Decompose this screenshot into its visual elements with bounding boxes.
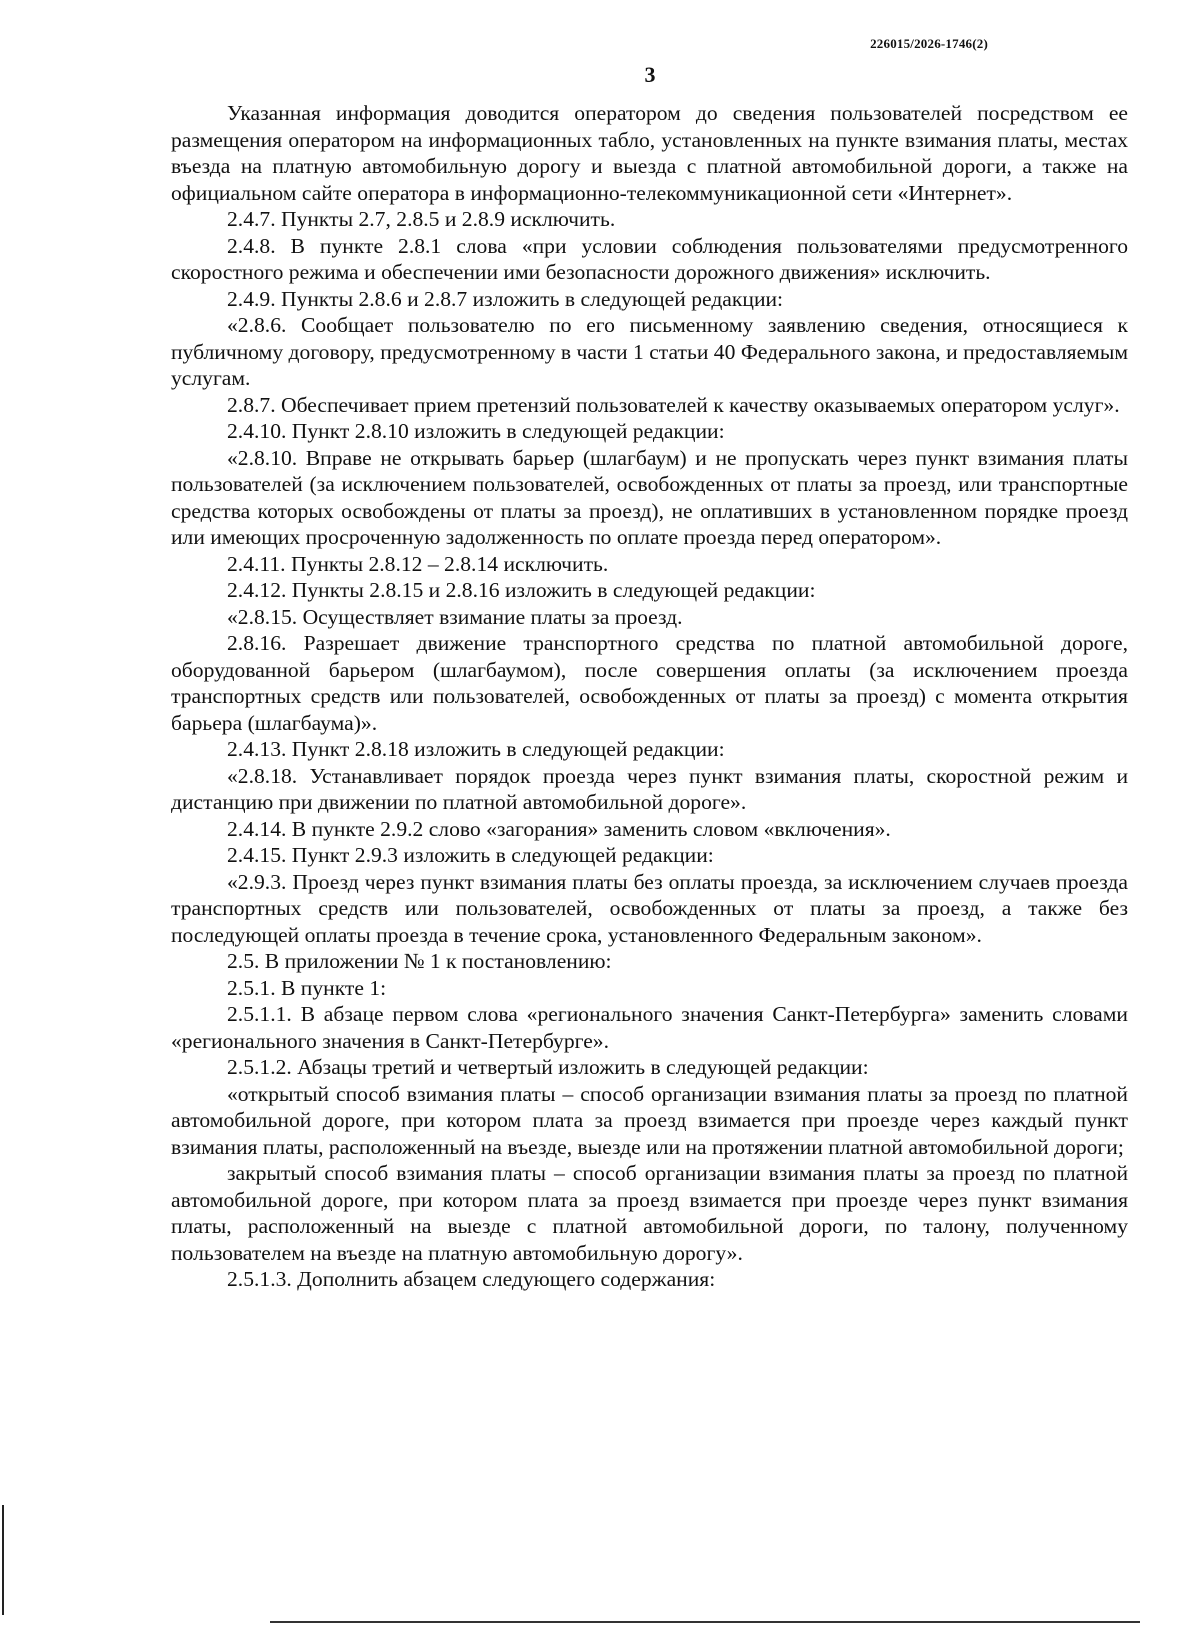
paragraph: «2.8.6. Сообщает пользователю по его письменному заявлению сведения, относящиеся к публичному договору, предусмотренному в части 1 статьи 40 Федерального закона, и предоставляемым услугам.: [171, 313, 1128, 390]
paragraph: 2.4.9. Пункты 2.8.6 и 2.8.7 изложить в следующей редакции:: [227, 286, 784, 311]
paragraph: 2.5.1.3. Дополнить абзацем следующего содержания:: [227, 1267, 716, 1291]
paragraph: 2.4.15. Пункт 2.9.3 изложить в следующей редакции:: [227, 843, 714, 867]
paragraph: «открытый способ взимания платы – способ организации взимания платы за проезд по платной автомобильной дороге, при котором плата за проезд взимается при проезде через каждый пункт взимания платы, расположенный на въезде, выезде или на протяжении платной автомобильной дороги;: [171, 1081, 1128, 1159]
document-body: [171, 100, 1128, 1293]
paragraph: «2.9.3. Проезд через пункт взимания платы без оплаты проезда, за исключением случаев проезда транспортных средств или пользователей, освобожденных от платы за проезд, а также без последующей оплаты проезда в течение срока, установленного Федеральным законом».: [171, 869, 1128, 947]
scan-edge-mark-bottom: [270, 1621, 1140, 1623]
paragraph: 2.4.12. Пункты 2.8.15 и 2.8.16 изложить в следующей редакции:: [227, 578, 816, 602]
paragraph: «2.8.10. Вправе не открывать барьер (шлагбаум) и не пропускать через пункт взимания платы пользователей (за исключением пользователей, освобожденных от платы за проезд, или транспортные средства которых освобождены от платы за проезд), не оплативших в установленном порядке проезд или имеющих просроченную задолженность по оплате проезда перед оператором».: [171, 445, 1128, 549]
paragraph: 2.4.11. Пункты 2.8.12 – 2.8.14 исключить.: [227, 551, 609, 576]
paragraph: 2.8.7. Обеспечивает прием претензий пользователей к качеству оказываемых оператором услуг».: [227, 392, 1120, 417]
paragraph: «2.8.18. Устанавливает порядок проезда через пункт взимания платы, скоростной режим и дистанцию при движении по платной автомобильной дороге».: [171, 763, 1128, 814]
paragraph: 2.4.7. Пункты 2.7, 2.8.5 и 2.8.9 исключить.: [227, 207, 616, 231]
paragraph: 2.4.8. В пункте 2.8.1 слова «при условии соблюдения пользователями предусмотренного скоростного режима и обеспечении ими безопасности дорожного движения» исключить.: [171, 233, 1128, 284]
paragraph: 2.8.16. Разрешает движение транспортного средства по платной автомобильной дороге, оборудованной барьером (шлагбаумом), после совершения оплаты (за исключением проезда транспортных средств или пользователей, освобожденных от платы за проезд) с момента открытия барьера (шлагбаума)».: [171, 631, 1128, 735]
scan-edge-mark-left: [2, 1505, 4, 1615]
paragraph: закрытый способ взимания платы – способ организации взимания платы за проезд по платной автомобильной дороге, при котором плата за проезд взимается при проезде через пункт взимания платы, расположенный на выезде с платной автомобильной дороги, по талону, полученному пользователем на въезде на платную автомобильную дорогу».: [171, 1161, 1128, 1265]
document-number: 226015/2026-1746(2): [870, 36, 988, 51]
page-number: 3: [644, 62, 656, 87]
paragraph: 2.5.1.2. Абзацы третий и четвертый изложить в следующей редакции:: [227, 1055, 869, 1079]
paragraph: 2.4.10. Пункт 2.8.10 изложить в следующей редакции:: [227, 419, 725, 443]
paragraph: 2.4.13. Пункт 2.8.18 изложить в следующей редакции:: [227, 737, 725, 761]
paragraph: 2.5.1. В пункте 1:: [227, 975, 387, 1000]
paragraph: «2.8.15. Осуществляет взимание платы за проезд.: [227, 604, 683, 629]
paragraph: 2.4.14. В пункте 2.9.2 слово «загорания» заменить словом «включения».: [227, 816, 891, 841]
paragraph: 2.5. В приложении № 1 к постановлению:: [227, 949, 612, 973]
paragraph: 2.5.1.1. В абзаце первом слова «регионального значения Санкт-Петербурга» заменить словами «регионального значения в Санкт-Петербурге».: [171, 1002, 1128, 1053]
paragraph: Указанная информация доводится оператором до сведения пользователей посредством ее размещения оператором на информационных табло, установленных на пункте взимания платы, местах въезда на платную автомобильную дорогу и выезда с платной автомобильной дороги, а также на официальном сайте оператора в информационно-телекоммуникационной сети «Интернет».: [171, 101, 1128, 205]
